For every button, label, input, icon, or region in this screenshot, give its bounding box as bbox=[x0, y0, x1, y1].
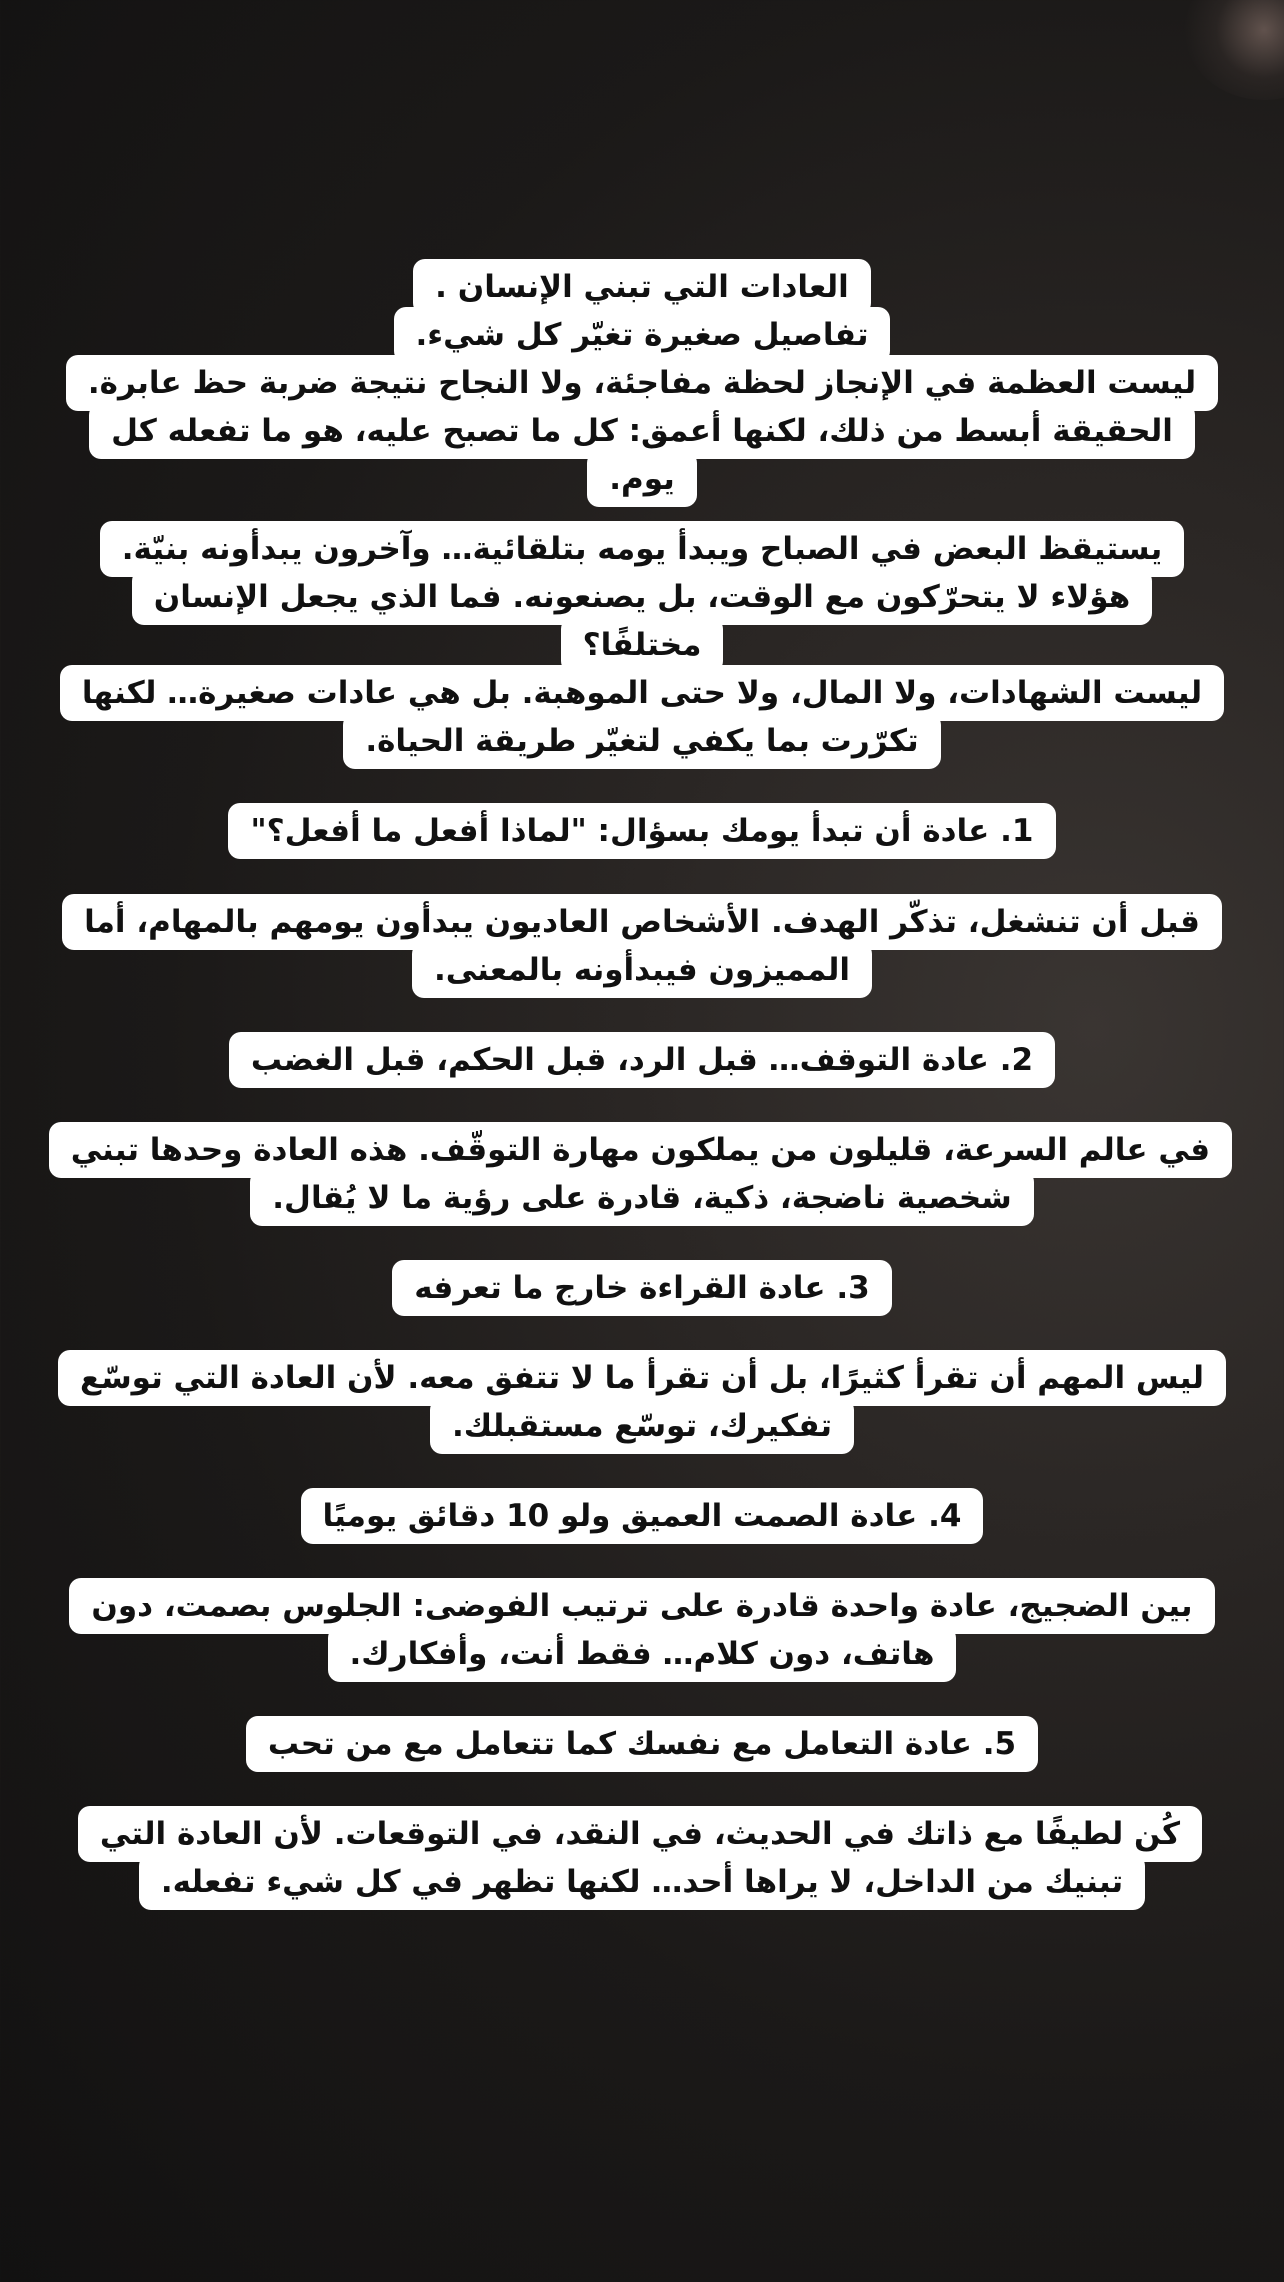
habit-1-heading: 1. عادة أن تبدأ يومك بسؤال: "لماذا أفعل ما أفعل؟" bbox=[82, 807, 1202, 855]
habit-4-heading: 4. عادة الصمت العميق ولو 10 دقائق يوميًا bbox=[82, 1492, 1202, 1540]
story-text-overlay bbox=[0, 263, 1284, 1906]
story-title: العادات التي تبني الإنسان . bbox=[413, 259, 871, 315]
habit-5-body: كُن لطيفًا مع ذاتك في الحديث، في النقد، في التوقعات. لأن العادة التي تبنيك من الداخل، لا يراها أحد… لكنها تظهر في كل شيء تفعله. bbox=[82, 1810, 1202, 1906]
corner-light-glow bbox=[1184, 0, 1284, 100]
habit-2-heading: 2. عادة التوقف… قبل الرد، قبل الحكم، قبل الغضب bbox=[82, 1036, 1202, 1084]
intro-paragraph-2: يستيقظ البعض في الصباح ويبدأ يومه بتلقائية… وآخرون يبدأونه بنيّة. هؤلاء لا يتحرّكون مع الوقت، بل يصنعونه. فما الذي يجعل الإنسان مختلفًا؟ bbox=[82, 525, 1202, 669]
intro-paragraph-3: ليست الشهادات، ولا المال، ولا حتى الموهبة. بل هي عادات صغيرة… لكنها تكرّرت بما يكفي لتغيّر طريقة الحياة. bbox=[52, 669, 1232, 765]
habit-4-body: بين الضجيج، عادة واحدة قادرة على ترتيب الفوضى: الجلوس بصمت، دون هاتف، دون كلام… فقط أنت، وأفكارك. bbox=[52, 1582, 1232, 1678]
habit-3-body: ليس المهم أن تقرأ كثيرًا، بل أن تقرأ ما لا تتفق معه. لأن العادة التي توسّع تفكيرك، توسّع مستقبلك. bbox=[52, 1354, 1232, 1450]
habit-3-heading: 3. عادة القراءة خارج ما تعرفه bbox=[82, 1264, 1202, 1312]
habit-1-body: قبل أن تنشغل، تذكّر الهدف. الأشخاص العاديون يبدأون يومهم بالمهام، أما المميزون فيبدأونه بالمعنى. bbox=[52, 898, 1232, 994]
habit-5-heading: 5. عادة التعامل مع نفسك كما تتعامل مع من تحب bbox=[82, 1720, 1202, 1768]
intro-paragraph-1: ليست العظمة في الإنجاز لحظة مفاجئة، ولا النجاح نتيجة ضربة حظ عابرة. الحقيقة أبسط من ذلك، لكنها أعمق: كل ما تصبح عليه، هو ما تفعله كل يوم. bbox=[52, 359, 1232, 503]
story-subtitle: تفاصيل صغيرة تغيّر كل شيء. bbox=[394, 307, 891, 363]
title-block bbox=[192, 263, 1092, 359]
habit-2-body: في عالم السرعة، قليلون من يملكون مهارة التوقّف. هذه العادة وحدها تبني شخصية ناضجة، ذكية، قادرة على رؤية ما لا يُقال. bbox=[52, 1126, 1232, 1222]
